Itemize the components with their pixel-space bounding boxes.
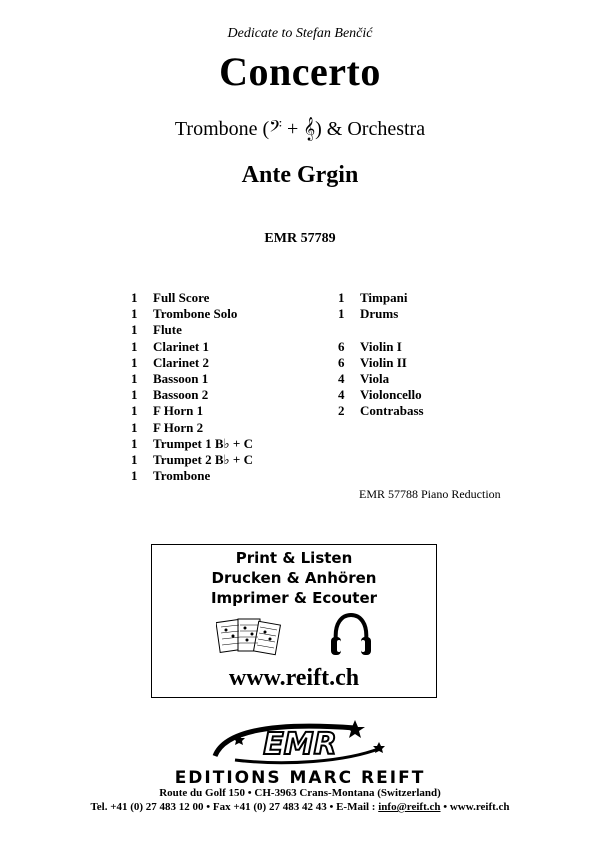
headphones-icon bbox=[328, 611, 374, 659]
list-item bbox=[338, 371, 538, 387]
part-name: Bassoon 2 bbox=[153, 387, 209, 403]
part-quantity: 1 bbox=[131, 387, 138, 403]
part-quantity: 1 bbox=[131, 451, 138, 467]
part-name: Viola bbox=[360, 370, 390, 386]
part-name: Flute bbox=[153, 322, 182, 338]
list-item bbox=[131, 355, 331, 371]
part-name: F Horn 1 bbox=[153, 403, 204, 419]
emr-logo bbox=[205, 716, 395, 768]
part-quantity: 6 bbox=[338, 338, 345, 354]
part-name: Trumpet 2 B♭ + C bbox=[153, 451, 253, 467]
list-item bbox=[338, 290, 538, 306]
list-item bbox=[338, 339, 538, 355]
piano-reduction-note: EMR 57788 Piano Reduction bbox=[359, 487, 501, 501]
part-quantity: 1 bbox=[338, 306, 345, 322]
part-name: Clarinet 1 bbox=[153, 338, 209, 354]
list-item bbox=[338, 403, 538, 419]
promo-line-german: Drucken & Anhören bbox=[211, 569, 377, 587]
publisher-name: EDITIONS MARC REIFT bbox=[174, 768, 426, 788]
email-link[interactable]: info@reift.ch bbox=[378, 801, 441, 813]
publisher-contact bbox=[0, 801, 600, 813]
part-quantity: 1 bbox=[131, 468, 138, 484]
part-quantity: 1 bbox=[131, 322, 138, 338]
part-name: Bassoon 1 bbox=[153, 370, 209, 386]
list-item bbox=[131, 371, 331, 387]
part-quantity: 1 bbox=[131, 403, 138, 419]
part-quantity: 1 bbox=[131, 435, 138, 451]
part-name: Trombone bbox=[153, 468, 211, 484]
part-quantity: 1 bbox=[131, 338, 138, 354]
part-name: F Horn 2 bbox=[153, 419, 204, 435]
publisher-address: Route du Golf 150 • CH-3963 Crans-Montana (Switzerland) bbox=[159, 787, 441, 799]
logo-text: EMR bbox=[263, 727, 337, 762]
part-name: Drums bbox=[360, 306, 399, 322]
part-name: Trombone Solo bbox=[153, 306, 238, 322]
list-item bbox=[131, 322, 331, 338]
part-name: Trumpet 1 B♭ + C bbox=[153, 435, 253, 451]
part-name: Full Score bbox=[153, 290, 210, 305]
part-quantity: 6 bbox=[338, 354, 345, 370]
parts-list-right bbox=[338, 290, 538, 420]
list-item bbox=[131, 387, 331, 403]
list-item bbox=[131, 339, 331, 355]
part-quantity: 1 bbox=[131, 419, 138, 435]
part-quantity: 4 bbox=[338, 370, 345, 386]
part-quantity: 1 bbox=[131, 370, 138, 386]
part-quantity: 1 bbox=[131, 306, 138, 322]
composer: Ante Grgin bbox=[241, 162, 359, 188]
list-item bbox=[338, 387, 538, 403]
part-name: Violin I bbox=[360, 338, 402, 354]
print-listen-box bbox=[151, 544, 437, 698]
list-item bbox=[131, 436, 331, 452]
part-quantity: 4 bbox=[338, 387, 345, 403]
part-name: Violoncello bbox=[360, 387, 422, 403]
list-item bbox=[131, 306, 331, 322]
promo-line-french: Imprimer & Ecouter bbox=[210, 589, 378, 607]
parts-list-left bbox=[131, 290, 331, 484]
contact-phone-fax: Tel. +41 (0) 27 483 12 00 • Fax +41 (0) 27 483 42 43 • E-Mail : bbox=[90, 801, 379, 813]
list-item bbox=[131, 420, 331, 436]
list-item bbox=[131, 403, 331, 419]
dedication: Dedicate to Stefan Benčić bbox=[227, 26, 373, 41]
list-item bbox=[338, 355, 538, 371]
part-quantity: 1 bbox=[131, 354, 138, 370]
title: Concerto bbox=[219, 49, 381, 94]
list-item bbox=[131, 452, 331, 468]
sheet-music-icon bbox=[216, 615, 282, 661]
part-quantity: 2 bbox=[338, 403, 345, 419]
part-quantity: 1 bbox=[131, 290, 138, 305]
promo-line-english: Print & Listen bbox=[235, 549, 353, 567]
website-link[interactable]: www.reift.ch bbox=[228, 665, 360, 691]
list-item bbox=[131, 290, 331, 306]
catalog-number: EMR 57789 bbox=[264, 231, 336, 246]
part-quantity: 1 bbox=[338, 290, 345, 305]
part-name: Contrabass bbox=[360, 403, 424, 419]
part-name: Clarinet 2 bbox=[153, 354, 209, 370]
subtitle: Trombone (𝄢 + 𝄞) & Orchestra bbox=[174, 118, 426, 140]
list-item bbox=[338, 306, 538, 322]
part-name: Violin II bbox=[360, 354, 407, 370]
part-name: Timpani bbox=[360, 290, 408, 305]
list-item bbox=[131, 468, 331, 484]
contact-website: • www.reift.ch bbox=[440, 801, 510, 813]
